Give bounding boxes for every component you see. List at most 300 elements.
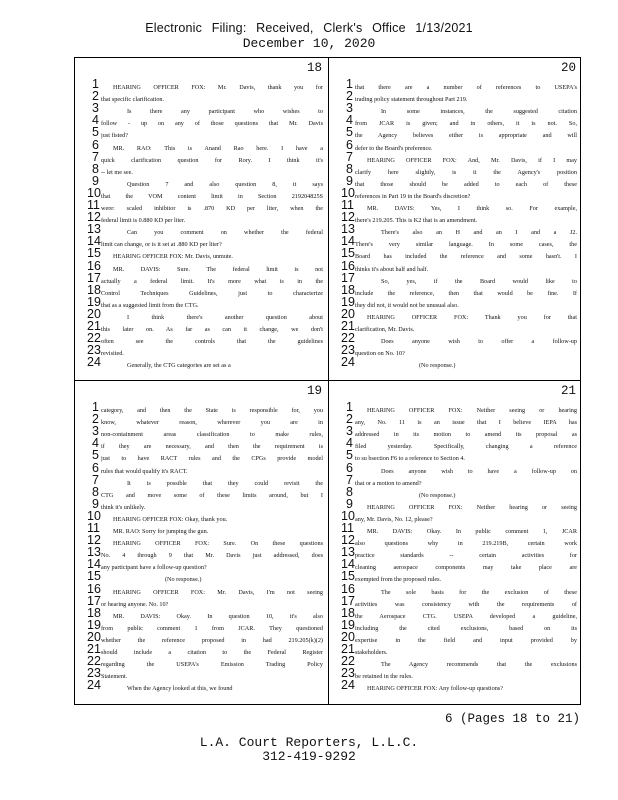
transcript-line	[75, 474, 328, 487]
line-number: 3	[92, 424, 99, 439]
line-number: 24	[87, 678, 101, 693]
transcript-line	[329, 332, 582, 345]
line-number: 20	[87, 306, 101, 321]
line-number: 15	[341, 246, 355, 261]
transcript-line	[329, 139, 582, 152]
line-text: federal limit is 0.880 KD per liter.	[101, 217, 186, 225]
line-number: 6	[346, 137, 353, 152]
line-text: Does anyone wish to offer a follow-up	[381, 338, 577, 346]
transcript-line	[329, 308, 582, 321]
transcript-line	[329, 425, 582, 438]
transcript-line	[75, 449, 328, 462]
line-number: 9	[92, 173, 99, 188]
transcript-line	[75, 320, 328, 333]
line-number: 18	[87, 605, 101, 620]
line-text: that specific clarification.	[101, 96, 165, 104]
line-number: 22	[87, 654, 101, 669]
transcript-line	[329, 655, 582, 668]
line-text: activities was consistency with the requirements of	[355, 600, 577, 608]
line-number: 2	[92, 89, 99, 104]
transcript-line	[329, 175, 582, 188]
line-number: 9	[92, 496, 99, 511]
line-text: Statement.	[101, 673, 128, 681]
transcript-line	[75, 90, 328, 103]
transcript-line	[329, 260, 582, 273]
line-text: The sole basis for the exclusion of these	[381, 588, 577, 596]
line-number: 17	[87, 593, 101, 608]
line-number: 11	[341, 198, 354, 212]
line-number: 16	[341, 258, 355, 273]
line-text: Control Techniques Guidelines, just to characterize	[101, 289, 323, 297]
line-number: 19	[341, 617, 355, 632]
line-number: 10	[87, 185, 101, 200]
line-number: 19	[87, 294, 101, 309]
transcript-line	[329, 474, 582, 487]
transcript-date: December 10, 2020	[242, 36, 376, 51]
transcript-line	[329, 486, 582, 499]
line-text: HEARING OFFICER FOX: Thank you for that	[367, 313, 577, 321]
line-text: references in Part 19 in the Board's discretion?	[355, 192, 471, 200]
line-number: 9	[346, 496, 353, 511]
court-reporter-phone: 312-419-9292	[262, 749, 356, 764]
line-text: HEARING OFFICER FOX: Any follow-up questions?	[367, 685, 503, 693]
line-number: 14	[341, 557, 355, 572]
line-text: MR. RAO: This is Anand Rao here. I have a	[113, 144, 323, 152]
transcript-line	[329, 570, 582, 583]
line-number: 12	[341, 210, 355, 225]
line-number: 12	[87, 210, 101, 225]
line-number: 1	[92, 77, 99, 91]
line-text: from public comment 1 from JCAR. They questioned	[101, 624, 323, 632]
line-number: 24	[341, 355, 355, 370]
line-number: 14	[341, 234, 355, 249]
line-number: 1	[346, 400, 353, 414]
line-number: 8	[92, 161, 99, 176]
line-text: quick clarification question for Rory. I think it's	[101, 156, 323, 164]
transcript-line	[75, 631, 328, 644]
line-text: No. 4 through 9 that Mr. Davis just addressed, does	[101, 552, 323, 560]
line-text: CTG and move some of these limits around, but I	[101, 491, 323, 499]
line-number: 7	[346, 149, 353, 164]
line-text: HEARING OFFICER FOX: Mr. Davis, I'm not seeing	[113, 588, 323, 596]
line-text: whether the reference proposed in had 219.205(k)(2)	[101, 636, 323, 644]
line-text: to su bsection F6 to a reference to Section 4.	[355, 455, 465, 463]
line-text: Does anyone wish to have a follow-up on	[381, 467, 577, 475]
line-text: Generally, the CTG categories are set as a	[127, 362, 231, 370]
transcript-line	[75, 356, 328, 369]
transcript-line	[329, 413, 582, 426]
transcript-line	[75, 486, 328, 499]
line-number: 15	[87, 246, 101, 261]
line-text: from JCAR is given; and in others, it is not. So,	[355, 120, 577, 128]
page-number: 20	[560, 61, 576, 75]
line-number: 8	[92, 484, 99, 499]
line-number: 23	[87, 666, 101, 681]
line-number: 6	[92, 460, 99, 475]
transcript-line	[75, 437, 328, 450]
line-text: the Aerospace CTG. USEPA developed a guideline,	[355, 612, 577, 620]
transcript-line	[329, 595, 582, 608]
line-number: 11	[341, 521, 354, 535]
line-text: that as a suggested limit from the CTG.	[101, 301, 199, 309]
transcript-line	[75, 558, 328, 571]
transcript-line	[329, 449, 582, 462]
line-text: thinks it's about half and half.	[355, 265, 429, 273]
line-text: regarding the USEPA's Emission Trading Policy	[101, 661, 323, 669]
line-text: The Agency recommends that the exclusions	[381, 661, 577, 669]
transcript-line	[329, 667, 582, 680]
line-text: I think there's another question about	[127, 313, 323, 321]
line-number: 12	[341, 533, 355, 548]
line-number: 23	[341, 343, 355, 358]
transcript-line	[329, 235, 582, 248]
line-number: 4	[92, 113, 99, 128]
transcript-line	[329, 437, 582, 450]
line-text: HEARING OFFICER FOX: Neither hearing or seeing	[367, 503, 577, 511]
line-number: 18	[341, 605, 355, 620]
line-number: 21	[87, 319, 101, 333]
transcript-line	[329, 90, 582, 103]
line-text: practice standards -- certain activities for	[355, 552, 577, 560]
line-number: 6	[346, 460, 353, 475]
line-text: non-containment areas classification to make rules,	[101, 431, 323, 439]
transcript-line	[75, 534, 328, 547]
line-number: 7	[92, 149, 99, 164]
transcript-line	[329, 498, 582, 511]
line-number: 20	[87, 629, 101, 644]
transcript-line	[329, 211, 582, 224]
line-text: stakeholders.	[355, 649, 388, 656]
line-number: 1	[346, 77, 353, 91]
line-text: There's very similar language. In some cases, the	[355, 241, 577, 249]
line-number: 5	[92, 448, 99, 463]
transcript-line	[329, 102, 582, 115]
line-text: So, yes, if the Board would like to	[381, 277, 577, 285]
transcript-line	[75, 413, 328, 426]
transcript-line	[75, 462, 328, 475]
line-text: MR. DAVIS: Okay. In question 10, it's also	[113, 612, 323, 620]
line-text: just fisted?	[101, 132, 128, 140]
line-number: 13	[87, 222, 101, 237]
transcript-line	[329, 199, 582, 212]
line-number: 4	[346, 113, 353, 128]
transcript-line	[75, 247, 328, 260]
transcript-line	[75, 139, 328, 152]
line-text: Can you comment on whether the federal	[127, 229, 323, 237]
transcript-line	[329, 631, 582, 644]
line-text: including the cited exclusions, based on its	[355, 624, 577, 632]
line-text: HEARING OFFICER FOX: And, Mr. Davis, if I may	[367, 156, 577, 164]
line-number: 16	[87, 581, 101, 596]
line-text: expertise in the field and input provided by	[355, 636, 577, 644]
transcript-line	[75, 667, 328, 680]
transcript-line	[329, 619, 582, 632]
line-text: MR. DAVIS: Okay. In public comment 1, JCAR	[367, 528, 577, 535]
line-number: 12	[87, 533, 101, 548]
transcript-line	[75, 332, 328, 345]
line-text: HEARING OFFICER FOX: Mr. Davis, thank you for	[113, 84, 323, 91]
transcript-line	[329, 78, 582, 91]
page-number: 21	[560, 384, 576, 398]
transcript-line	[75, 114, 328, 127]
line-text: that or a motion to amend?	[355, 479, 422, 487]
transcript-line	[329, 187, 582, 200]
line-number: 22	[87, 331, 101, 346]
transcript-line	[75, 522, 328, 535]
transcript-line	[75, 163, 328, 176]
line-number: 5	[92, 125, 99, 140]
line-text: There's also an H and an I and a J2.	[381, 229, 577, 237]
transcript-line	[329, 126, 582, 139]
line-number: 3	[346, 101, 353, 116]
line-text: that those should be added to each of these	[355, 180, 577, 188]
line-text: defer to the Board's preference.	[355, 144, 433, 152]
line-text: the Agency believes either is appropriate and will	[355, 132, 577, 140]
transcript-line	[329, 114, 582, 127]
filing-stamp: Electronic Filing: Received, Clerk's Office 1/13/2021	[145, 21, 473, 35]
line-text: In some instances, the suggested citation	[381, 108, 577, 116]
line-number: 21	[87, 642, 101, 656]
line-text: any participant have a follow-up question?	[101, 564, 207, 572]
line-text: (No response.)	[419, 491, 456, 499]
line-text: cleaning aerospace components may take place are	[355, 564, 577, 572]
line-text: HEARING OFFICER FOX: Neither seeing or hearing	[367, 407, 577, 414]
transcript-page-20	[329, 58, 582, 380]
transcript-line	[75, 607, 328, 620]
line-text: HEARING OFFICER FOX: Mr. Davis, unmute.	[113, 253, 233, 261]
line-text: revisited.	[101, 350, 124, 358]
transcript-line	[329, 284, 582, 297]
transcript-line	[75, 199, 328, 212]
line-number: 9	[346, 173, 353, 188]
line-text: clarification, Mr. Davis.	[355, 326, 415, 333]
line-text: (No response.)	[165, 576, 202, 584]
transcript-line	[75, 425, 328, 438]
transcript-page-19	[75, 381, 328, 703]
line-text: there's 219.205. This is K2 that is an amendment.	[355, 217, 478, 225]
line-number: 5	[346, 448, 353, 463]
transcript-line	[75, 187, 328, 200]
line-text: think it's unlikely.	[101, 503, 146, 511]
line-number: 19	[341, 294, 355, 309]
line-text: that there are a number of references to USEPA's	[355, 84, 577, 91]
line-number: 4	[92, 436, 99, 451]
line-text: follow - up on any of those questions that Mr. Davis	[101, 120, 323, 128]
line-number: 11	[87, 521, 100, 535]
line-text: MR. RAO: Sorry for jumping the gun.	[113, 528, 209, 535]
transcript-line	[75, 546, 328, 559]
transcript-line	[329, 296, 582, 309]
line-number: 1	[92, 400, 99, 414]
transcript-line	[75, 78, 328, 91]
transcript-line	[75, 284, 328, 297]
line-text: category, and then the State is responsible for, you	[101, 407, 323, 414]
line-text: Board has included the reference and some hasn't. I	[355, 253, 577, 261]
line-text: any, No. 11 is an issue that I believe IEPA has	[355, 419, 577, 427]
line-text: When the Agency looked at this, we found	[127, 685, 233, 693]
line-number: 7	[346, 472, 353, 487]
line-number: 14	[87, 234, 101, 249]
line-number: 21	[341, 319, 355, 333]
line-number: 11	[87, 198, 100, 212]
transcript-line	[329, 522, 582, 535]
transcript-line	[75, 619, 328, 632]
line-text: also questions why in 219.219B, certain work	[355, 540, 577, 548]
line-number: 24	[341, 678, 355, 693]
line-text: It is possible that they could revisit the	[127, 479, 323, 487]
line-number: 15	[341, 569, 355, 584]
line-text: include the reference, then that would be fine. If	[355, 289, 577, 297]
line-number: 10	[87, 508, 101, 523]
line-text: Is there any participant who wishes to	[127, 108, 323, 116]
transcript-line	[75, 643, 328, 656]
line-number: 2	[346, 412, 353, 427]
transcript-line	[329, 356, 582, 369]
line-number: 17	[341, 270, 355, 285]
transcript-line	[329, 558, 582, 571]
transcript-line	[75, 595, 328, 608]
line-number: 13	[341, 545, 355, 560]
line-number: 4	[346, 436, 353, 451]
transcript-line	[75, 679, 328, 692]
transcript-line	[75, 102, 328, 115]
transcript-line	[75, 308, 328, 321]
page-number: 19	[306, 384, 322, 398]
line-text: just to have RACT rules and the CPGs provide model	[101, 455, 323, 463]
transcript-line	[329, 510, 582, 523]
transcript-line	[75, 655, 328, 668]
line-text: rules that would qualify it's RACT.	[101, 467, 188, 475]
line-number: 13	[87, 545, 101, 560]
line-number: 6	[92, 137, 99, 152]
line-number: 19	[87, 617, 101, 632]
transcript-line	[75, 344, 328, 357]
line-number: 15	[87, 569, 101, 584]
line-text: if they are necessary, and then the requirement is	[101, 443, 323, 451]
line-text: actually a federal limit. It's more what is in the	[101, 277, 323, 285]
line-number: 3	[346, 424, 353, 439]
line-number: 22	[341, 331, 355, 346]
line-number: 23	[341, 666, 355, 681]
line-number: 22	[341, 654, 355, 669]
transcript-page-18	[75, 58, 328, 380]
line-text: should include a citation to the Federal Register	[101, 649, 323, 656]
transcript-line	[75, 151, 328, 164]
court-reporter-name: L.A. Court Reporters, L.L.C.	[199, 735, 419, 750]
line-number: 24	[87, 355, 101, 370]
transcript-line	[75, 272, 328, 285]
transcript-line	[329, 462, 582, 475]
line-number: 2	[92, 412, 99, 427]
line-text: limit can change, or is it set at .880 KD per liter?	[101, 241, 222, 249]
transcript-line	[75, 510, 328, 523]
transcript-line	[75, 126, 328, 139]
transcript-line	[75, 498, 328, 511]
line-text: or hearing anyone. No. 10?	[101, 600, 169, 608]
line-number: 17	[87, 270, 101, 285]
line-number: 7	[92, 472, 99, 487]
line-number: 8	[346, 161, 353, 176]
page-number: 18	[306, 61, 322, 75]
transcript-line	[329, 344, 582, 357]
line-number: 20	[341, 306, 355, 321]
line-number: 2	[346, 89, 353, 104]
line-number: 20	[341, 629, 355, 644]
line-text: that the VOM content limit in Section 219204825S	[101, 192, 323, 200]
page-range: 6 (Pages 18 to 21)	[444, 712, 580, 726]
line-text: they did not, it would not be unusual also.	[355, 301, 459, 309]
line-text: MR. DAVIS: Yes, I think so. For example,	[367, 205, 577, 212]
line-text: (No response.)	[419, 362, 456, 370]
line-number: 16	[341, 581, 355, 596]
line-number: 10	[341, 508, 355, 523]
transcript-line	[75, 211, 328, 224]
transcript-line	[329, 643, 582, 656]
transcript-line	[75, 583, 328, 596]
line-text: any, Mr. Davis, No. 12, please?	[355, 515, 433, 523]
line-number: 21	[341, 642, 355, 656]
transcript-line	[75, 296, 328, 309]
line-text: know, whatever reason, wherever you are in	[101, 419, 323, 427]
transcript-line	[329, 607, 582, 620]
line-text: MR. DAVIS: Sure. The federal limit is not	[113, 265, 323, 273]
transcript-line	[75, 175, 328, 188]
line-text: HEARING OFFICER FOX: Okay, thank you.	[113, 515, 228, 523]
transcript-page-21	[329, 381, 582, 703]
line-text: be retained in the rules.	[355, 673, 413, 681]
transcript-line	[75, 401, 328, 414]
transcript-line	[329, 272, 582, 285]
line-number: 17	[341, 593, 355, 608]
line-number: 16	[87, 258, 101, 273]
transcript-line	[329, 546, 582, 559]
line-text: -- let me see.	[101, 168, 133, 176]
transcript-grid	[74, 57, 581, 705]
transcript-line	[329, 320, 582, 333]
line-number: 5	[346, 125, 353, 140]
transcript-line	[329, 583, 582, 596]
line-text: were: scaled inhibitor is .870 KD per liter, when the	[101, 205, 323, 212]
line-text: exempted from the proposed rules.	[355, 576, 442, 584]
transcript-line	[329, 163, 582, 176]
line-number: 10	[341, 185, 355, 200]
line-text: HEARING OFFICER FOX: Sure. On these questions	[113, 540, 323, 548]
transcript-line	[75, 570, 328, 583]
transcript-line	[329, 151, 582, 164]
line-number: 14	[87, 557, 101, 572]
line-text: filed yesterday. Specifically, changing a reference	[355, 443, 577, 451]
transcript-line	[75, 260, 328, 273]
transcript-line	[75, 235, 328, 248]
line-text: Question 7 and also question 8, it says	[127, 180, 323, 188]
transcript-line	[329, 247, 582, 260]
transcript-line	[329, 223, 582, 236]
line-text: addressed in its motion to amend its proposal as	[355, 431, 577, 439]
transcript-line	[75, 223, 328, 236]
transcript-line	[329, 679, 582, 692]
line-text: trading policy statement throughout Part 219.	[355, 96, 468, 104]
line-text: clarify here slightly, is it the Agency's position	[355, 168, 577, 176]
line-number: 13	[341, 222, 355, 237]
line-text: this later on. As far as can it change, we don't	[101, 326, 323, 333]
transcript-line	[329, 534, 582, 547]
line-number: 23	[87, 343, 101, 358]
line-number: 18	[87, 282, 101, 297]
line-number: 3	[92, 101, 99, 116]
line-number: 18	[341, 282, 355, 297]
line-text: often see the controls that the guidelines	[101, 338, 323, 346]
transcript-line	[329, 401, 582, 414]
